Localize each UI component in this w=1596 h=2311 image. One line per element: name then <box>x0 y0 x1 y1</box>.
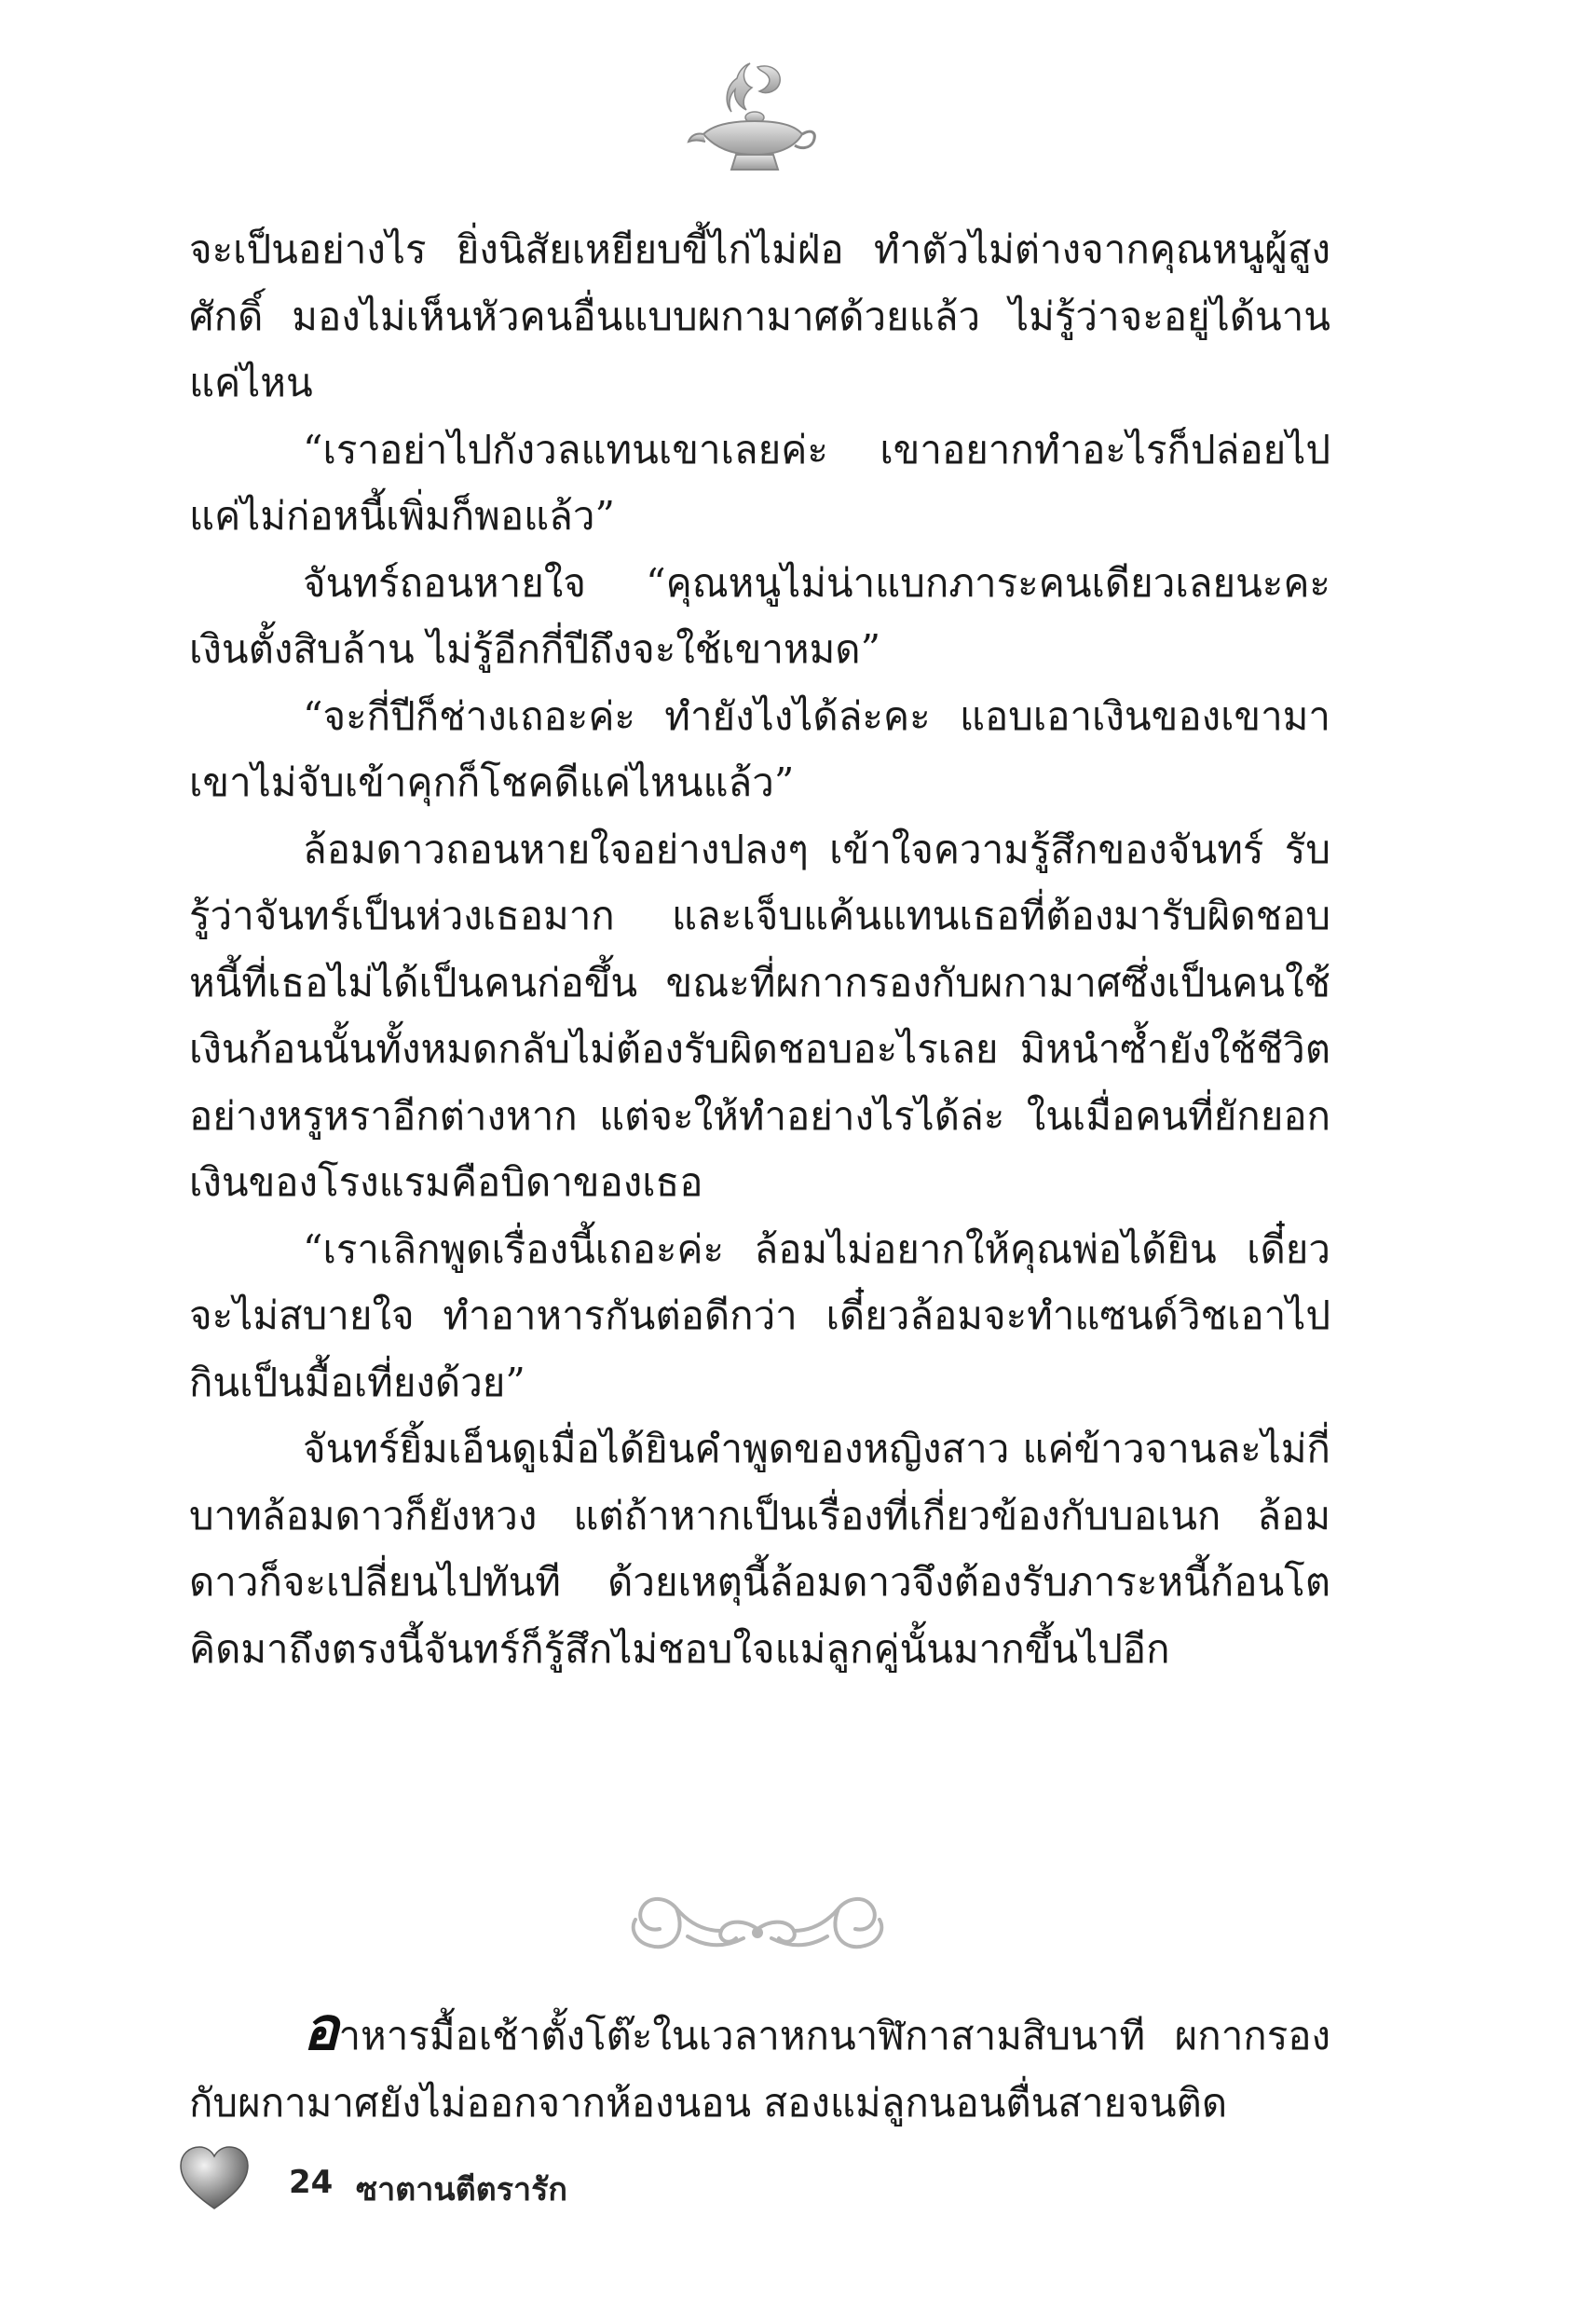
page-footer <box>177 2143 829 2218</box>
page-number: 24 <box>289 2164 334 2201</box>
body-text <box>189 216 1330 1682</box>
section-opening <box>189 1995 1330 2136</box>
paragraph: “จะกี่ปีก็ช่างเถอะค่ะ ทำยังไงได้ล่ะคะ แอบเอาเงินของเขามา เขาไม่จับเข้าคุกก็โชคดีแค่ไหนแล้ว” <box>189 692 1330 805</box>
heart-icon <box>177 2143 252 2212</box>
flourish-divider-icon <box>622 1880 893 1964</box>
paragraph: จันทร์ยิ้มเอ็นดูเมื่อได้ยินคำพูดของหญิงสาว แค่ข้าวจานละไม่กี่บาทล้อมดาวก็ยังหวง แต่ถ้าหากเป็นเรื่องที่เกี่ยวข้องกับบอเนก ล้อมดาวก็จะเปลี่ยนไปทันที ด้วยเหตุนี้ล้อมดาวจึงต้องรับภาระหนี้ก้อนโต คิดมาถึงตรงนี้จันทร์ก็รู้สึกไม่ชอบใจแม่ลูกคู่นั้นมากขึ้นไปอีก <box>189 1426 1330 1672</box>
paragraph: จันทร์ถอนหายใจ “คุณหนูไม่น่าแบกภาระคนเดียวเลยนะคะ เงินตั้งสิบล้าน ไม่รู้อีกกี่ปีถึงจะใช้เขาหมด” <box>189 559 1330 672</box>
book-title: ซาตานตีตรารัก <box>356 2171 567 2208</box>
paragraph: ล้อมดาวถอนหายใจอย่างปลงๆ เข้าใจความรู้สึกของจันทร์ รับรู้ว่าจันทร์เป็นห่วงเธอมาก และเจ็บแค้นแทนเธอที่ต้องมารับผิดชอบหนี้ที่เธอไม่ได้เป็นคนก่อขึ้น ขณะที่ผกากรองกับผกามาศซึ่งเป็นคนใช้เงินก้อนนั้นทั้งหมดกลับไม่ต้องรับผิดชอบอะไรเลย มิหนำซ้ำยังใช้ชีวิตอย่างหรูหราอีกต่างหาก แต่จะให้ทำอย่างไรได้ล่ะ ในเมื่อคนที่ยักยอกเงินของโรงแรมคือบิดาของเธอ <box>189 826 1330 1205</box>
drop-cap: อ <box>303 1995 339 2064</box>
section-text: าหารมื้อเช้าตั้งโต๊ะในเวลาหกนาฬิกาสามสิบนาที ผกากรองกับผกามาศยังไม่ออกจากห้องนอน สองแม่ลูกนอนตื่นสายจนติด <box>189 2013 1330 2126</box>
paragraph: “เราเลิกพูดเรื่องนี้เถอะค่ะ ล้อมไม่อยากให้คุณพ่อได้ยิน เดี๋ยวจะไม่สบายใจ ทำอาหารกันต่อดีกว่า เดี๋ยวล้อมจะทำแซนด์วิชเอาไปกินเป็นมื้อเที่ยงด้วย” <box>189 1225 1330 1405</box>
paragraph <box>189 1995 1330 2136</box>
paragraph: “เราอย่าไปกังวลแทนเขาเลยค่ะ เขาอยากทำอะไรก็ปล่อยไป แค่ไม่ก่อหนี้เพิ่มก็พอแล้ว” <box>189 426 1330 539</box>
paragraph: จะเป็นอย่างไร ยิ่งนิสัยเหยียบขี้ไก่ไม่ฝ่อ ทำตัวไม่ต่างจากคุณหนูผู้สูงศักดิ์ มองไม่เห็นหัวคนอื่นแบบผกามาศด้วยแล้ว ไม่รู้ว่าจะอยู่ได้นานแค่ไหน <box>189 226 1330 405</box>
genie-lamp-icon <box>685 54 825 180</box>
